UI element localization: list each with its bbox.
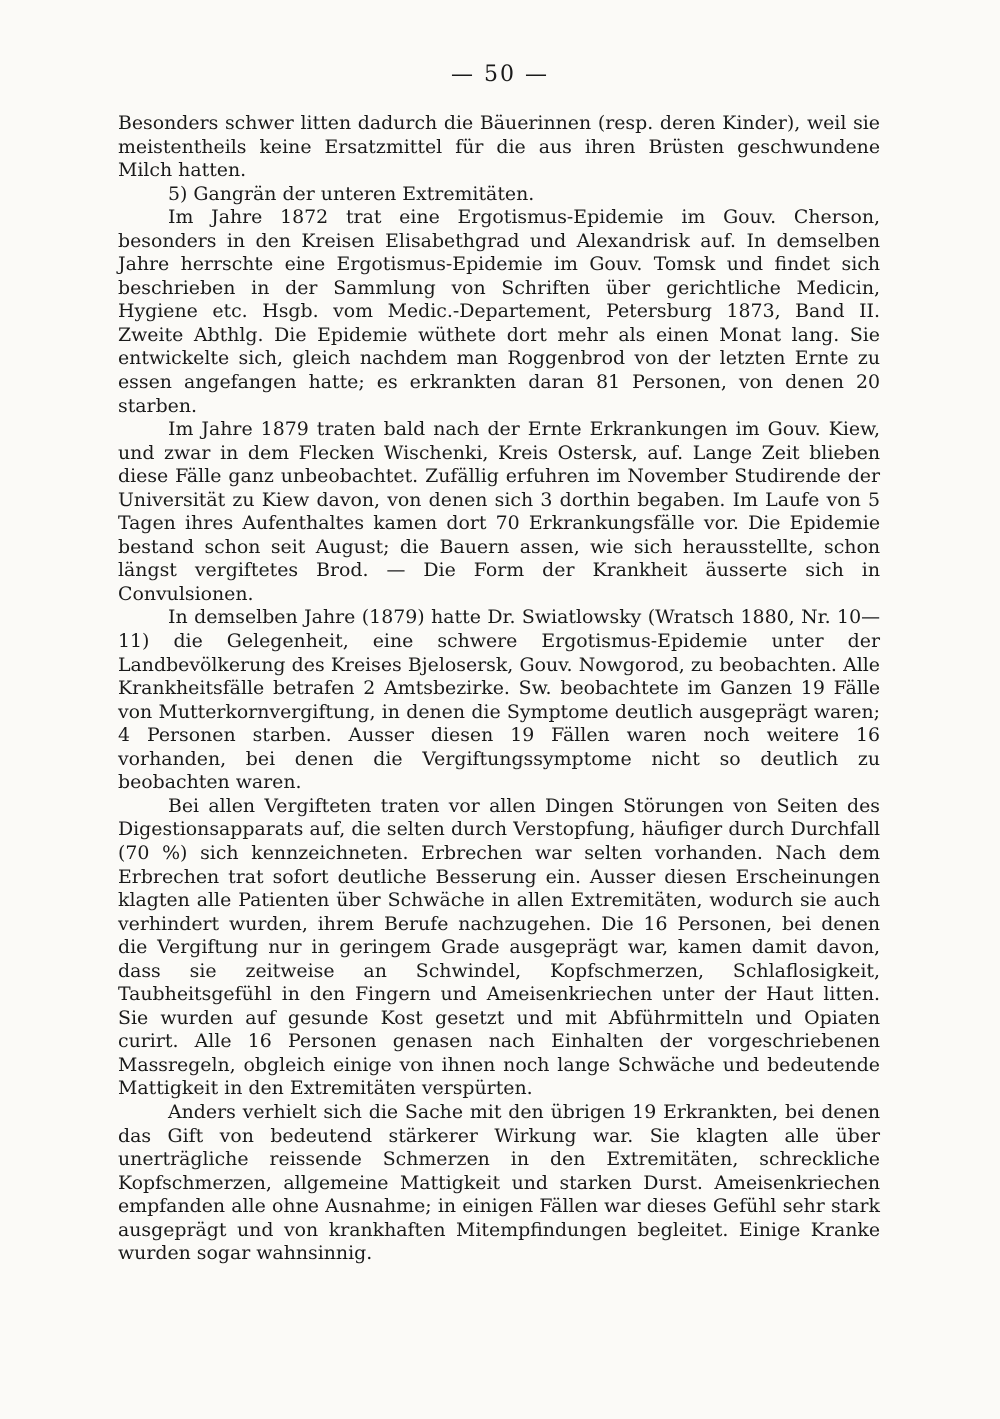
body-text (118, 112, 880, 1266)
section-heading-gangrene: 5) Gangrän der unteren Extremitäten. (168, 182, 535, 205)
paragraph-1: Besonders schwer litten dadurch die Bäuerinnen (resp. deren Kinder), weil sie meistentheils keine Ersatzmittel für die aus ihren Brüsten geschwundene Milch hatten. (118, 112, 880, 182)
paragraph-symptoms: Bei allen Vergifteten traten vor allen Dingen Störungen von Seiten des Digestionsapparats auf, die selten durch Verstopfung, häufiger durch Durchfall (70 %) sich kennzeichneten. Erbrechen war selten vorhanden. Nach dem Erbrechen trat sofort deutliche Besserung ein. Ausser diesen Erscheinungen klagten alle Patienten über Schwäche in allen Extremitäten, wodurch sie auch verhindert wurden, ihrem Berufe nachzugehen. Die 16 Personen, bei denen die Vergiftung nur in geringem Grade ausgeprägt war, kamen damit davon, dass sie zeitweise an Schwindel, Kopfschmerzen, Schlaflosigkeit, Taubheitsgefühl in den Fingern und Ameisenkriechen unter der Haut litten. Sie wurden auf gesunde Kost gesetzt und mit Abführmitteln und Opiaten curirt. Alle 16 Personen genasen nach Einhalten der vorgeschriebenen Massregeln, obgleich einige von ihnen noch lange Schwäche und bedeutende Mattigkeit in den Extremitäten verspürten. (118, 794, 880, 1100)
paragraph-1879-nowgorod: In demselben Jahre (1879) hatte Dr. Swiatlowsky (Wratsch 1880, Nr. 10—11) die Gelegenheit, eine schwere Ergotismus-Epidemie unter der Landbevölkerung des Kreises Bjelosersk, Gouv. Nowgorod, zu beobachten. Alle Krankheitsfälle betrafen 2 Amtsbezirke. Sw. beobachtete im Ganzen 19 Fälle von Mutterkornvergiftung, in denen die Symptome deutlich ausgeprägt waren; 4 Personen starben. Ausser diesen 19 Fällen waren noch weitere 16 vorhanden, bei denen die Vergiftungssymptome nicht so deutlich zu beobachten waren. (118, 606, 880, 794)
paragraph-1879-kiew: Im Jahre 1879 traten bald nach der Ernte Erkrankungen im Gouv. Kiew, und zwar in dem Flecken Wischenki, Kreis Ostersk, auf. Lange Zeit blieben diese Fälle ganz unbeobachtet. Zufällig erfuhren im November Studirende der Universität zu Kiew davon, von denen sich 3 dorthin begaben. Im Laufe von 5 Tagen ihres Aufenthaltes kamen dort 70 Erkrankungsfälle vor. Die Epidemie bestand schon seit August; die Bauern assen, wie sich herausstellte, schon längst vergiftetes Brod. — Die Form der Krankheit äusserte sich in Convulsionen. (118, 418, 880, 605)
paragraph-1872-epidemic: Im Jahre 1872 trat eine Ergotismus-Epidemie im Gouv. Cherson, besonders in den Kreisen Elisabethgrad und Alexandrisk auf. In demselben Jahre herrschte eine Ergotismus-Epidemie im Gouv. Tomsk und findet sich beschrieben in der Sammlung von Schriften über gerichtliche Medicin, Hygiene etc. Hsgb. vom Medic.-Departement, Petersburg 1873, Band II. Zweite Abthlg. Die Epidemie wüthete dort mehr als einen Monat lang. Sie entwickelte sich, gleich nachdem man Roggenbrod von der letzten Ernte zu essen angefangen hatte; es erkrankten daran 81 Personen, von denen 20 starben. (118, 206, 880, 417)
paragraph-severe-cases: Anders verhielt sich die Sache mit den übrigen 19 Erkrankten, bei denen das Gift von bedeutend stärkerer Wirkung war. Sie klagten alle über unerträgliche reissende Schmerzen in den Extremitäten, schreckliche Kopfschmerzen, allgemeine Mattigkeit und starken Durst. Ameisenkriechen empfanden alle ohne Ausnahme; in einigen Fällen war dieses Gefühl sehr stark ausgeprägt und von krankhaften Mitempfindungen begleitet. Einige Kranke wurden sogar wahnsinnig. (118, 1100, 880, 1265)
page-number: — 50 — (451, 62, 549, 87)
